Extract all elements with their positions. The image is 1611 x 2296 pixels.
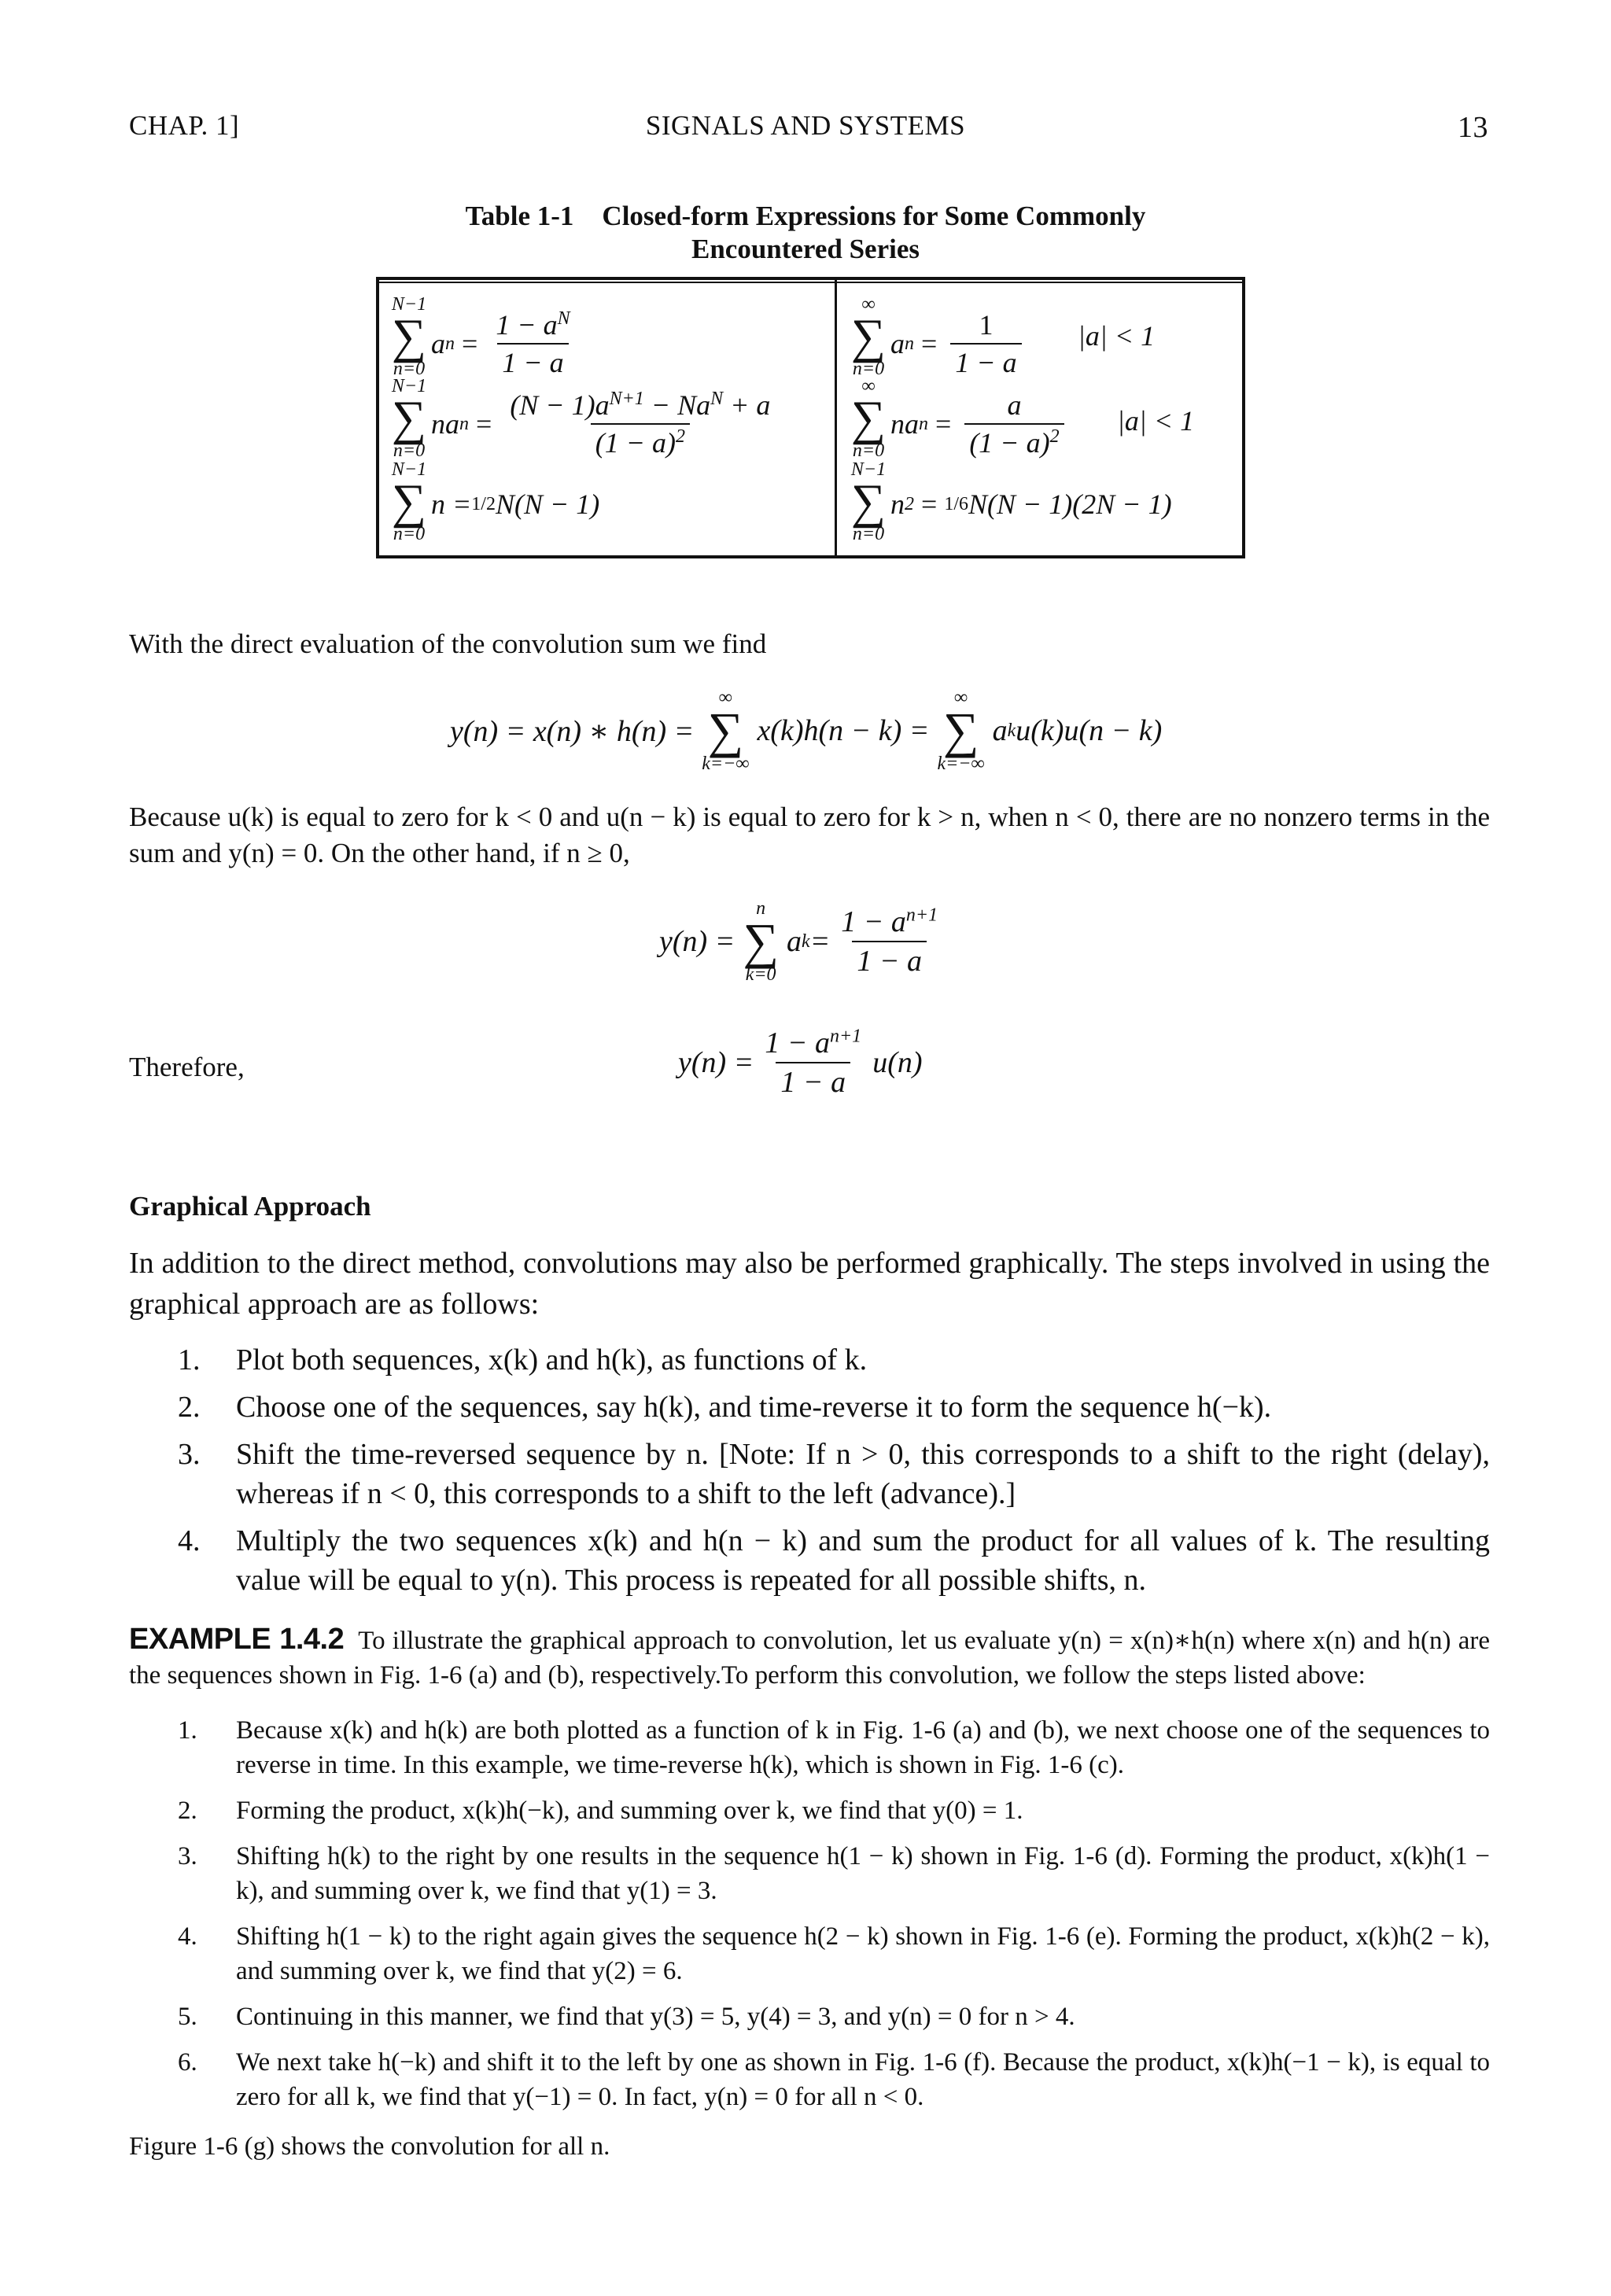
list-item: 1. Plot both sequences, x(k) and h(k), as functions of k. bbox=[178, 1343, 868, 1376]
therefore-label: Therefore, bbox=[129, 1052, 245, 1082]
sum-sign: N−1 ∑ n=0 bbox=[391, 459, 427, 544]
list-item: 3. Shifting h(k) to the right by one results in the sequence h(1 − k) shown in Fig. 1-6 (d). Forming the product, x(k)h(1 − k), and summing over k, we find that y(1) = 3. bbox=[178, 1842, 1490, 1905]
chapter-label: CHAP. 1] bbox=[129, 110, 240, 141]
list-item: 2. Forming the product, x(k)h(−k), and summing over k, we find that y(0) = 1. bbox=[178, 1797, 1023, 1825]
result-equation: y(n) = $\frac{1 - a^{n+1}}{1 - a}$ u(n) bbox=[678, 1026, 923, 1099]
series-formula: na n = $\frac{(N - 1)a^{N+1} - Na^N + a}{(1 - a)^2}$ bbox=[431, 389, 771, 459]
example-paragraph: EXAMPLE 1.4.2 To illustrate the graphical approach to convolution, let us evaluate y(n) = x(n)∗h(n) where x(n) and h(n) are the sequences shown in Fig. 1-6 (a) and (b), respectively.To perform this convolution, we follow the steps listed above: bbox=[129, 1623, 1490, 1690]
paragraph: In addition to the direct method, convolutions may also be performed graphically. The steps involved in using the graphical approach are as follows: bbox=[129, 1247, 1490, 1321]
list-item: 5. Continuing in this manner, we find that y(3) = 5, y(4) = 3, and y(n) = 0 for n > 4. bbox=[178, 2003, 1075, 2031]
sum-sign: N−1 ∑ n=0 bbox=[391, 294, 427, 379]
sum-sign: N−1 ∑ n=0 bbox=[391, 376, 427, 461]
series-formula: n 2 = 1/6 N(N − 1)(2N − 1) bbox=[890, 488, 1172, 520]
series-formula: a n = $\frac{1}{1 - a}$ bbox=[890, 308, 1028, 379]
sum-equation: y(n) = n ∑ k=0 a k = $\frac{1 - a^{n+1}}{1 - a}$ bbox=[659, 898, 938, 985]
table-column-divider bbox=[835, 277, 837, 558]
example-steps-list bbox=[129, 1713, 1490, 2125]
list-item: 2. Choose one of the sequences, say h(k), and time-reverse it to form the sequence h(−k). bbox=[178, 1391, 1272, 1424]
example-label: EXAMPLE 1.4.2 bbox=[129, 1623, 345, 1656]
series-formula: a n = $\frac{1 - a^N}{1 - a}$ bbox=[431, 308, 570, 378]
sum-sign: ∞ ∑ n=0 bbox=[850, 294, 887, 379]
convolution-equation: y(n) = x(n) ∗ h(n) = ∞ ∑ k=−∞ x(k)h(n − k) = ∞ ∑ k=−∞ a k u(k)u(n − k) bbox=[450, 687, 1163, 774]
series-formula: na n = $\frac{a}{(1 - a)^2}$ bbox=[890, 389, 1071, 459]
list-item: 4. Multiply the two sequences x(k) and h(n − k) and sum the product for all values of k. The resulting value will be equal to y(n). This process is repeated for all possible shifts, n. bbox=[178, 1524, 1490, 1597]
paragraph: Because u(k) is equal to zero for k < 0 and u(n − k) is equal to zero for k > n, when n < 0, there are no nonzero terms in the sum and y(n) = 0. On the other hand, if n ≥ 0, bbox=[129, 802, 1490, 868]
sum-sign: ∞ ∑ n=0 bbox=[850, 376, 887, 461]
list-item: 3. Shift the time-reversed sequence by n. [Note: If n > 0, this corresponds to a shift to the right (delay), whereas if n < 0, this corresponds to a shift to the left (advance).] bbox=[178, 1438, 1490, 1510]
list-item: 6. We next take h(−k) and shift it to the left by one as shown in Fig. 1-6 (f). Because the product, x(k)h(−1 − k), is equal to zero for all k, we find that y(−1) = 0. In fact, y(n) = 0 for all n < 0. bbox=[178, 2048, 1490, 2111]
convergence-condition: |a| < 1 bbox=[1117, 405, 1195, 437]
steps-list bbox=[129, 1340, 1490, 1608]
list-item: 4. Shifting h(1 − k) to the right again gives the sequence h(2 − k) shown in Fig. 1-6 (e). Forming the product, x(k)h(2 − k), and summing over k, we find that y(2) = 6. bbox=[178, 1922, 1490, 1985]
list-item: 1. Because x(k) and h(k) are both plotted as a function of k in Fig. 1-6 (a) and (b), we next choose one of the sequences to reverse in time. In this example, we time-reverse h(k), which is shown in Fig. 1-6 (c). bbox=[178, 1716, 1490, 1779]
convergence-condition: |a| < 1 bbox=[1078, 320, 1156, 352]
table-number: Table 1-1 bbox=[465, 201, 574, 231]
table-caption-line2: Encountered Series bbox=[691, 234, 920, 264]
table-rule bbox=[376, 282, 1245, 283]
table-caption bbox=[0, 200, 1611, 233]
running-title: SIGNALS AND SYSTEMS bbox=[645, 110, 966, 141]
sum-sign: N−1 ∑ n=0 bbox=[850, 459, 887, 544]
page-number: 13 bbox=[1458, 111, 1488, 144]
table-caption-line1: Closed-form Expressions for Some Commonly bbox=[602, 201, 1146, 231]
section-heading: Graphical Approach bbox=[129, 1191, 371, 1222]
series-formula: n = 1/2 N(N − 1) bbox=[431, 488, 600, 520]
paragraph: With the direct evaluation of the convolution sum we find bbox=[129, 628, 767, 659]
closing-sentence: Figure 1-6 (g) shows the convolution for all n. bbox=[129, 2132, 610, 2161]
